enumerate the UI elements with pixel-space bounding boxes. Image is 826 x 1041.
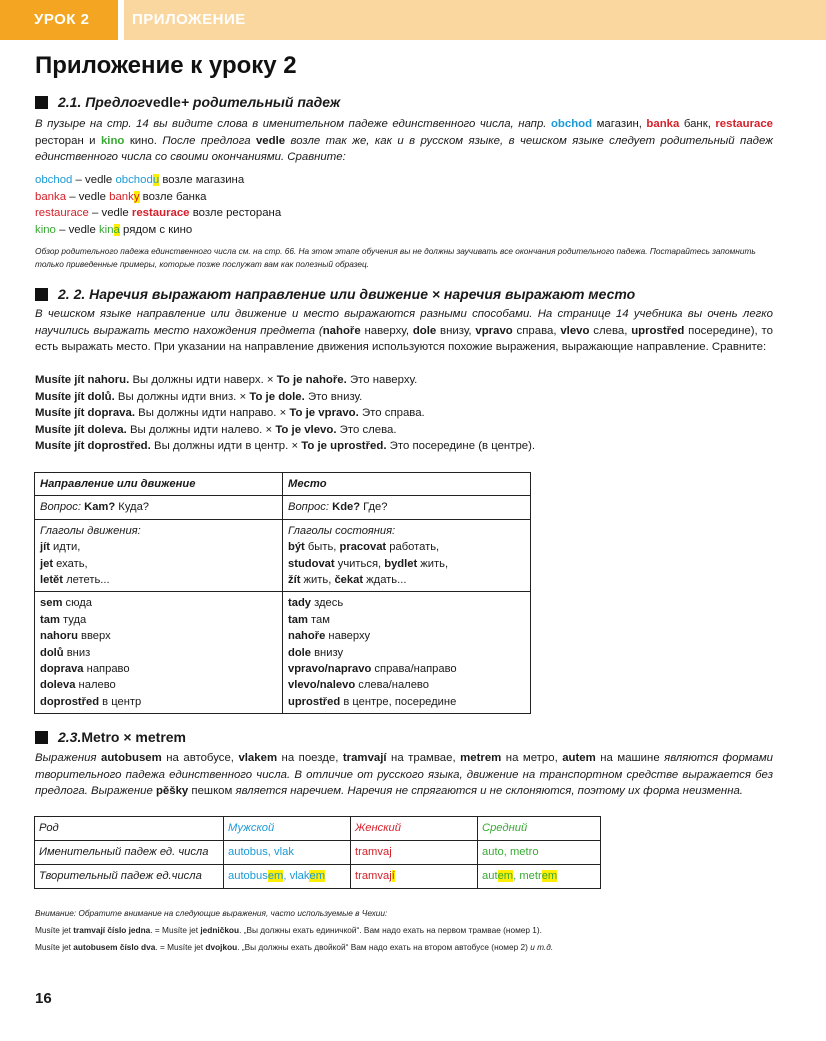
- ending: í: [391, 870, 395, 882]
- row-label: Творительный падеж ед.числа: [35, 865, 224, 889]
- translation: возле ресторана: [189, 207, 282, 220]
- gender-case-table: [34, 816, 601, 889]
- paragraph-2-3: [35, 750, 773, 800]
- header-neuter: Средний: [478, 817, 601, 841]
- word: uprostřed: [631, 324, 685, 337]
- ending: em: [267, 870, 284, 882]
- list-item: [40, 677, 277, 693]
- czech: být: [288, 541, 305, 554]
- word-obchod: obchod: [550, 118, 593, 130]
- russian: жить,: [417, 557, 449, 570]
- text: – vedle: [55, 223, 99, 236]
- list-item: [288, 645, 525, 661]
- table-header-row: [35, 473, 531, 496]
- word: vpravo: [475, 324, 513, 337]
- russian: идти,: [49, 541, 81, 554]
- list-item: [40, 628, 277, 644]
- text: наверху,: [360, 324, 413, 337]
- ending: em: [309, 870, 326, 882]
- text: на машине: [595, 752, 665, 764]
- czech: tam: [40, 613, 60, 626]
- czech: čekat: [334, 574, 364, 587]
- ending: u: [152, 174, 160, 186]
- cell-masculine: autobus, vlak: [224, 841, 351, 865]
- table-row: [35, 841, 601, 865]
- text: Musíte jet: [35, 942, 74, 952]
- czech: dole: [288, 646, 311, 659]
- czech: bydlet: [384, 557, 418, 570]
- russian: там: [307, 613, 330, 626]
- verbs-cell: [35, 519, 283, 592]
- word: vlevo: [560, 324, 590, 337]
- row-label: Именительный падеж ед. числа: [35, 841, 224, 865]
- translation: рядом с кино: [119, 223, 193, 236]
- czech: vpravo/napravo: [288, 663, 372, 676]
- text: слева,: [589, 324, 632, 337]
- list-item: [288, 612, 525, 628]
- russian: лететь...: [63, 574, 110, 587]
- examples-2-1: [35, 172, 281, 238]
- russian: учиться,: [334, 557, 385, 570]
- word-restaurace: restaurace: [715, 118, 774, 130]
- header-place: Место: [283, 473, 531, 496]
- stem: kin: [98, 223, 114, 236]
- cell-neuter: auto, metro: [478, 841, 601, 865]
- verbs-cell: [283, 519, 531, 592]
- header-gender: Род: [35, 817, 224, 841]
- stem: vlak: [289, 870, 310, 882]
- cell-feminine: [351, 865, 478, 889]
- czech: autobusem číslo dva: [73, 942, 156, 952]
- text: на метро,: [501, 752, 563, 764]
- square-bullet-icon: [35, 96, 48, 109]
- russian: направо: [83, 663, 130, 676]
- russian: внизу: [311, 646, 344, 659]
- stem: aut: [482, 870, 498, 882]
- section-tab: ПРИЛОЖЕНИЕ: [124, 0, 826, 40]
- text: – vedle: [72, 174, 116, 186]
- russian: слева/налево: [355, 679, 429, 692]
- list-item: [40, 539, 277, 555]
- verbs-title: Глаголы движения:: [40, 524, 141, 537]
- czech: tramvají číslo jedna: [73, 925, 151, 935]
- ending: em: [541, 870, 558, 882]
- text: Выражения: [35, 752, 101, 764]
- czech: Musíte jít doprava.: [35, 407, 136, 420]
- czech: tady: [288, 597, 312, 610]
- czech: doprava: [40, 663, 84, 676]
- stem: autobus: [228, 870, 268, 882]
- list-item: [288, 628, 525, 644]
- russian: Вы должны идти направо. ×: [135, 407, 290, 420]
- russian: туда: [59, 613, 87, 626]
- text: – vedle: [66, 190, 110, 203]
- word: autem: [562, 752, 596, 764]
- czech: Musíte jít nahoru.: [35, 374, 130, 386]
- nominative: kino: [35, 223, 56, 236]
- table-row: [35, 592, 531, 714]
- czech: To je uprostřed.: [301, 440, 387, 453]
- word: pěšky: [155, 785, 189, 798]
- nominative: banka: [35, 190, 67, 203]
- russian: Где?: [360, 501, 388, 514]
- word-kino: kino: [100, 134, 125, 147]
- list-item: [40, 645, 277, 661]
- list-item: [288, 677, 525, 693]
- czech: To je vlevo.: [275, 423, 337, 436]
- cell-feminine: tramvaj: [351, 841, 478, 865]
- nominative: obchod: [35, 174, 73, 186]
- russian: справа/направо: [371, 663, 457, 676]
- stem: bank: [109, 190, 134, 203]
- note-line: [35, 924, 775, 937]
- text: пешком: [188, 785, 236, 798]
- text: Musíte jet: [35, 925, 74, 935]
- russian: налево: [75, 679, 116, 692]
- czech: vlevo/nalevo: [288, 679, 356, 692]
- example-line: [35, 372, 535, 389]
- text: В пузыре на стр. 14 вы видите слова в именительном падеже единственного числа, напр.: [35, 118, 551, 130]
- word: tramvají: [342, 752, 387, 764]
- text: В чешском языке направление или движение и место выражаются разными способами. На странице 14 учебника вы очень легко научились выражать место нахождения предмета (: [35, 308, 773, 337]
- word: metrem: [460, 752, 502, 764]
- russian: Это внизу.: [304, 390, 363, 403]
- table-row: [35, 519, 531, 592]
- text: – vedle: [88, 207, 132, 220]
- adverbs-cell: [283, 592, 531, 714]
- heading-number: 2.3.: [58, 729, 82, 745]
- stem: metr: [519, 870, 542, 882]
- czech: Musíte jít doprostřed.: [35, 440, 151, 453]
- czech: jít: [40, 541, 50, 554]
- list-item: [40, 661, 277, 677]
- russian: быть,: [304, 541, 340, 554]
- example-line: [35, 172, 281, 189]
- czech: Kam?: [84, 501, 116, 514]
- word-banka: banka: [646, 118, 680, 130]
- question-cell: [35, 496, 283, 519]
- czech: sem: [40, 597, 63, 610]
- paragraph-2-1: [35, 116, 773, 166]
- word-vedle: vedle: [255, 134, 286, 147]
- label: Вопрос:: [40, 501, 85, 514]
- text: на поезде,: [277, 752, 343, 764]
- example-line: [35, 189, 281, 206]
- header-masculine: Мужской: [224, 817, 351, 841]
- adverbs-cell: [35, 592, 283, 714]
- list-item: [40, 612, 277, 628]
- word: nahoře: [322, 324, 361, 337]
- ending: a: [113, 223, 120, 236]
- text: является наречием. Наречия не спрягаются и не склоняются, поэтому их форма неизменна.: [235, 785, 743, 798]
- note-line: [35, 941, 775, 954]
- text: на автобусе,: [161, 752, 239, 764]
- label: Вопрос:: [288, 501, 333, 514]
- russian: сюда: [62, 597, 93, 610]
- text: банк,: [679, 118, 716, 130]
- czech: studovat: [288, 557, 335, 570]
- cell-neuter: [478, 865, 601, 889]
- header-direction: Направление или движение: [35, 473, 283, 496]
- cell-masculine: [224, 865, 351, 889]
- example-line: [35, 222, 281, 239]
- czech: jedničkou: [200, 925, 240, 935]
- verbs-title: Глаголы состояния:: [288, 524, 396, 537]
- list-item: [288, 556, 525, 572]
- czech: nahoře: [288, 630, 326, 643]
- russian: ждать...: [363, 574, 407, 587]
- text: ресторан и: [35, 134, 101, 147]
- text: на трамвае,: [386, 752, 461, 764]
- ending: em: [497, 870, 514, 882]
- czech: dolů: [40, 646, 64, 659]
- stem: tramvaj: [355, 870, 392, 882]
- text: . „Вы должны ехать единичкой“. Вам надо ехать на первом трамвае (номер 1).: [239, 925, 542, 935]
- paragraph-2-2: [35, 306, 773, 356]
- czech: doleva: [40, 679, 76, 692]
- russian: вверх: [77, 630, 111, 643]
- stem: restaurace: [131, 207, 190, 220]
- czech: Musíte jít dolů.: [35, 390, 115, 403]
- page-number: 16: [35, 990, 52, 1007]
- header-feminine: Женский: [351, 817, 478, 841]
- question-cell: [283, 496, 531, 519]
- text: магазин,: [592, 118, 647, 130]
- square-bullet-icon: [35, 731, 48, 744]
- word: autobusem: [101, 752, 162, 764]
- text: внизу,: [436, 324, 476, 337]
- text: возле так же, как и в русском языке, в чешском языке следует родительный падеж единственного числа со своими окончаниями. Сравните:: [35, 134, 773, 164]
- example-line: [35, 422, 535, 439]
- list-item: [288, 572, 525, 588]
- russian: Это справа.: [358, 407, 425, 420]
- list-item: [40, 556, 277, 572]
- direction-place-table: [34, 472, 531, 714]
- russian: Это посередине (в центре).: [386, 440, 536, 453]
- czech: žít: [288, 574, 301, 587]
- translation: возле магазина: [159, 174, 245, 186]
- heading-part: 2.1. Предлог: [58, 94, 146, 110]
- russian: жить,: [300, 574, 335, 587]
- czech: Kde?: [332, 501, 361, 514]
- list-item: [40, 572, 277, 588]
- czech: jet: [40, 557, 54, 570]
- example-line: [35, 205, 281, 222]
- example-line: [35, 405, 535, 422]
- text: . = Musíte jet: [155, 942, 206, 952]
- text: . „Вы должны ехать двойкой“ Вам надо ехать на втором автобусе (номер 2): [237, 942, 531, 952]
- text: являются формами творительного падежа единственного числа. В отличие от русского языка, движение на транспортном средстве выражается без предлога. Выражение: [35, 752, 773, 798]
- russian: Это слева.: [336, 423, 397, 436]
- section-heading-2-3: [35, 729, 186, 745]
- page-title: Приложение к уроку 2: [35, 52, 297, 79]
- russian: в центр: [99, 695, 142, 708]
- section-heading-2-2: [35, 286, 635, 302]
- russian: Вы должны идти наверх. ×: [129, 374, 277, 386]
- stem: obchod: [115, 174, 153, 186]
- list-item: [288, 694, 525, 710]
- text: справа,: [512, 324, 561, 337]
- russian: наверху: [325, 630, 371, 643]
- list-item: [40, 595, 277, 611]
- heading-text: Metro × metrem: [81, 729, 187, 745]
- list-item: [288, 661, 525, 677]
- russian: здесь: [311, 597, 344, 610]
- nominative: restaurace: [35, 207, 89, 220]
- example-line: [35, 389, 535, 406]
- examples-2-2: [35, 372, 535, 455]
- heading-keyword: vedle: [145, 94, 181, 110]
- list-item: [288, 539, 525, 555]
- translation: возле банка: [139, 190, 207, 203]
- text: кино.: [124, 134, 163, 147]
- ending: y: [133, 190, 140, 203]
- czech: Musíte jít doleva.: [35, 423, 127, 436]
- word: vlakem: [238, 752, 278, 764]
- russian: Это наверху.: [346, 374, 418, 386]
- czech: letět: [40, 574, 64, 587]
- square-bullet-icon: [35, 288, 48, 301]
- example-line: [35, 438, 535, 455]
- czech: To je nahoře.: [276, 374, 347, 386]
- text: . = Musíte jet: [150, 925, 201, 935]
- attention-title: Внимание: Обратите внимание на следующие выражения, часто используемые в Чехии:: [35, 908, 388, 918]
- lesson-tab: УРОК 2: [0, 0, 118, 40]
- czech: doprostřed: [40, 695, 100, 708]
- czech: To je dole.: [249, 390, 305, 403]
- list-item: [288, 595, 525, 611]
- czech: tam: [288, 613, 308, 626]
- heading-text: 2. 2. Наречия выражают направление или движение × наречия выражают место: [58, 286, 636, 302]
- top-bar: [0, 0, 826, 40]
- russian: Вы должны идти в центр. ×: [150, 440, 302, 453]
- list-item: [40, 694, 277, 710]
- czech: uprostřed: [288, 695, 341, 708]
- russian: Вы должны идти вниз. ×: [114, 390, 250, 403]
- czech: dvojkou: [205, 942, 238, 952]
- russian: работать,: [386, 541, 440, 554]
- russian: вниз: [63, 646, 91, 659]
- table-header-row: [35, 817, 601, 841]
- heading-part: + родительный падеж: [180, 94, 341, 110]
- separator: ,: [513, 870, 520, 882]
- text: и т.д.: [530, 942, 554, 952]
- table-row: [35, 496, 531, 519]
- czech: pracovat: [339, 541, 387, 554]
- section-heading-2-1: [35, 94, 340, 110]
- russian: Куда?: [115, 501, 150, 514]
- czech: nahoru: [40, 630, 78, 643]
- table-row: [35, 865, 601, 889]
- russian: ехать,: [53, 557, 88, 570]
- word: dole: [412, 324, 437, 337]
- russian: в центре, посередине: [340, 695, 457, 708]
- separator: ,: [283, 870, 290, 882]
- note-2-1: Обзор родительного падежа единственного числа см. на стр. 66. На этом этапе обучения вы не должны заучивать все окончания родительного падежа. Постарайтесь запомнить только приведенные примеры, которые позже послужат вам как полезный образец.: [35, 246, 756, 269]
- czech: To je vpravo.: [289, 407, 359, 420]
- text: посередине), то есть выражать место. При указании на направление движения используются похожие выражения, выражающие направление. Сравните:: [35, 324, 773, 354]
- russian: Вы должны идти налево. ×: [126, 423, 276, 436]
- text: После предлога: [162, 134, 256, 147]
